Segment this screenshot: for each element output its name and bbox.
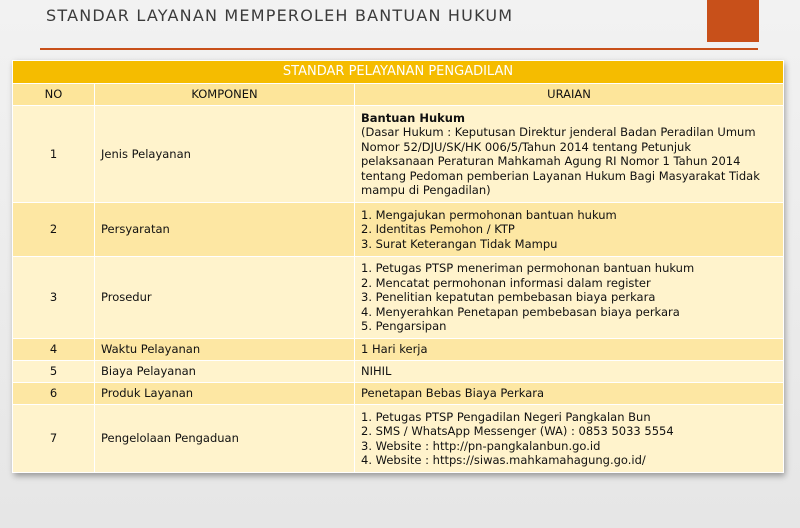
uraian-line: 2. Mencatat permohonan informasi dalam register <box>361 275 651 290</box>
uraian-line: mampu di Pengadilan) <box>361 183 491 197</box>
row-uraian: Penetapan Bebas Biaya Perkara <box>355 383 784 405</box>
title-underline <box>40 48 758 50</box>
row-uraian <box>355 405 784 473</box>
header-komponen: KOMPONEN <box>95 84 355 106</box>
row-uraian: 1 Hari kerja <box>355 339 784 361</box>
row-komponen: Jenis Pelayanan <box>95 106 355 203</box>
table-row <box>13 383 784 405</box>
row-komponen: Pengelolaan Pengaduan <box>95 405 355 473</box>
row-no: 7 <box>13 405 95 473</box>
uraian-line: 2. SMS / WhatsApp Messenger (WA) : 0853 5033 5554 <box>361 424 674 438</box>
uraian-line: 1. Mengajukan permohonan bantuan hukum <box>361 207 617 222</box>
uraian-line: 5. Pengarsipan <box>361 319 447 334</box>
slide-title: STANDAR LAYANAN MEMPEROLEH BANTUAN HUKUM <box>46 6 514 25</box>
uraian-line: 3. Penelitian kepatutan pembebasan biaya perkara <box>361 290 656 305</box>
corner-accent-block <box>707 0 759 42</box>
uraian-line: 1. Petugas PTSP Pengadilan Negeri Pangkalan Bun <box>361 409 651 424</box>
uraian-title: Bantuan Hukum <box>361 110 465 125</box>
uraian-line: pelaksanaan Peraturan Mahkamah Agung RI Nomor 1 Tahun 2014 <box>361 154 741 168</box>
service-standard-table <box>12 60 783 473</box>
uraian-line: Nomor 52/DJU/SK/HK 006/5/Tahun 2014 tentang Petunjuk <box>361 139 691 154</box>
uraian-line: 1. Petugas PTSP meneriman permohonan bantuan hukum <box>361 261 695 276</box>
table-row <box>13 361 784 383</box>
row-no: 5 <box>13 361 95 383</box>
header-no: NO <box>13 84 95 106</box>
uraian-line: 2. Identitas Pemohon / KTP <box>361 222 515 237</box>
uraian-line: (Dasar Hukum : Keputusan Direktur jenderal Badan Peradilan Umum <box>361 125 756 139</box>
row-no: 2 <box>13 203 95 257</box>
table-row <box>13 257 784 339</box>
table-row <box>13 106 784 203</box>
uraian-line: 3. Surat Keterangan Tidak Mampu <box>361 236 558 251</box>
row-uraian: NIHIL <box>355 361 784 383</box>
row-komponen: Waktu Pelayanan <box>95 339 355 361</box>
uraian-line: tentang Pedoman pemberian Layanan Hukum Bagi Masyarakat Tidak <box>361 168 760 183</box>
uraian-link[interactable]: 3. Website : http://pn-pangkalanbun.go.id <box>361 438 601 453</box>
row-komponen: Produk Layanan <box>95 383 355 405</box>
row-no: 3 <box>13 257 95 339</box>
table-row <box>13 339 784 361</box>
row-komponen: Biaya Pelayanan <box>95 361 355 383</box>
table-header-row <box>13 84 784 106</box>
table-row <box>13 203 784 257</box>
uraian-link[interactable]: 4. Website : https://siwas.mahkamahagung.go.id/ <box>361 453 646 467</box>
row-no: 4 <box>13 339 95 361</box>
table-row <box>13 405 784 473</box>
row-no: 6 <box>13 383 95 405</box>
row-komponen: Persyaratan <box>95 203 355 257</box>
row-komponen: Prosedur <box>95 257 355 339</box>
row-no: 1 <box>13 106 95 203</box>
table-caption-row <box>13 61 784 84</box>
uraian-line: 4. Menyerahkan Penetapan pembebasan biaya perkara <box>361 304 680 319</box>
table-caption: STANDAR PELAYANAN PENGADILAN <box>13 61 784 84</box>
row-uraian <box>355 257 784 339</box>
row-uraian <box>355 106 784 203</box>
header-uraian: URAIAN <box>355 84 784 106</box>
row-uraian <box>355 203 784 257</box>
